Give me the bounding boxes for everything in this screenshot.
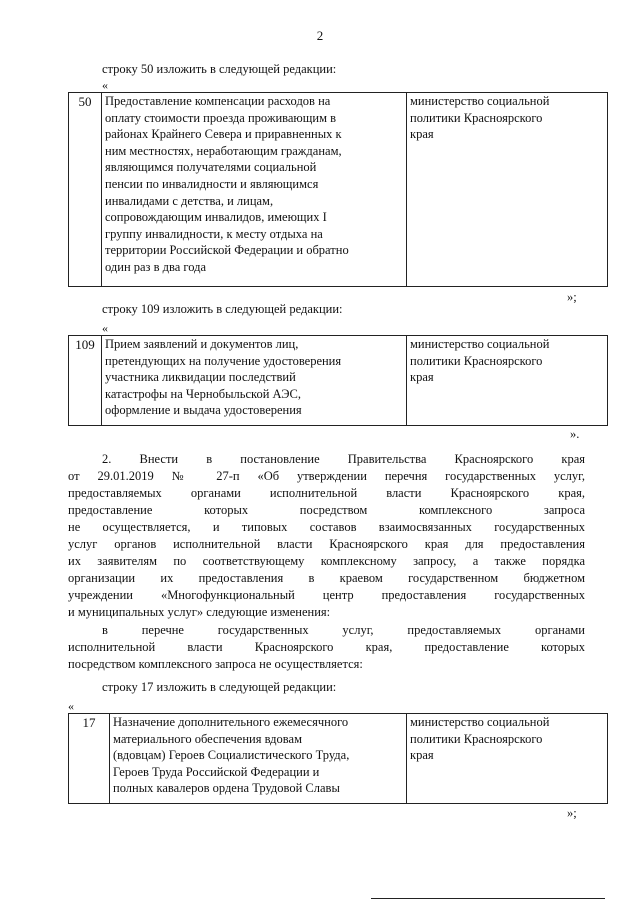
ministry-line: министерство социальной	[410, 715, 550, 729]
service-line: районах Крайнего Севера и приравненных к	[105, 127, 342, 142]
service-line: оплату стоимости проезда проживающим в	[105, 110, 337, 125]
open-quote: «	[102, 321, 108, 335]
service-line: один раз в два года	[105, 259, 207, 274]
paragraph-line: не осуществляется, и типовых составов взаимосвязанных государственных	[68, 520, 585, 534]
paragraph-line: посредством комплексного запроса не осуществляется:	[68, 657, 363, 671]
service-line: Предоставление компенсации расходов на	[105, 94, 331, 108]
paragraph-line: организации их предоставления в краевом государственном бюджетном	[68, 571, 585, 585]
ministry-cell	[407, 336, 608, 426]
paragraph-line: от 29.01.2019 № 27-п «Об утверждении перечня государственных услуг,	[68, 469, 585, 483]
amendment-intro-row-50: строку 50 изложить в следующей редакции:	[102, 62, 337, 76]
paragraph-line: 2. Внести в постановление Правительства Красноярского края	[102, 452, 585, 466]
service-line: группу инвалидности, к месту отдыха на	[105, 226, 323, 241]
page-number: 2	[316, 28, 324, 43]
row-number-cell: 109	[69, 336, 102, 426]
paragraph-line: услуг органов исполнительной власти Красноярского края для предоставления	[68, 537, 585, 551]
close-quote: »;	[567, 806, 577, 820]
bottom-divider	[371, 898, 605, 899]
ministry-line: края	[410, 127, 434, 142]
paragraph-line: исполнительной власти Красноярского края, предоставление которых	[68, 640, 585, 654]
paragraph-line: и муниципальных услуг» следующие изменения:	[68, 605, 331, 619]
table-row-17	[68, 713, 608, 804]
service-line: инвалидами с детства, и лицам,	[105, 193, 274, 208]
amendment-intro-row-109: строку 109 изложить в следующей редакции:	[102, 302, 343, 316]
service-line: претендующих на получение удостоверения	[105, 353, 342, 368]
table-row-109	[68, 335, 608, 426]
ministry-line: края	[410, 748, 434, 763]
open-quote: «	[68, 699, 74, 713]
service-name-cell	[102, 93, 407, 287]
service-line: Назначение дополнительного ежемесячного	[113, 715, 349, 729]
ministry-line: края	[410, 370, 434, 385]
ministry-line: политики Красноярского	[410, 353, 543, 368]
row-number-cell: 17	[69, 714, 110, 804]
service-line: катастрофы на Чернобыльской АЭС,	[105, 386, 301, 401]
ministry-line: министерство социальной	[410, 337, 550, 351]
open-quote: «	[102, 78, 108, 92]
service-line: Героев Труда Российской Федерации и	[113, 764, 320, 779]
ministry-cell	[407, 714, 608, 804]
paragraph-line: предоставляемых органами исполнительной власти Красноярского края,	[68, 486, 585, 500]
paragraph-3	[68, 622, 585, 673]
service-line: территории Российской Федерации и обратно	[105, 243, 349, 258]
paragraph-line: их заявителям по соответствующему комплексному запросу, а также порядка	[68, 554, 585, 568]
ministry-line: политики Красноярского	[410, 110, 543, 125]
close-quote: ».	[570, 427, 580, 441]
service-line: пенсии по инвалидности и являющимся	[105, 176, 319, 191]
service-line: (вдовцам) Героев Социалистического Труда,	[113, 748, 350, 763]
ministry-line: министерство социальной	[410, 94, 550, 108]
paragraph-line: предоставление которых посредством комплексного запроса	[68, 503, 585, 517]
service-line: оформление и выдача удостоверения	[105, 403, 302, 418]
service-line: ним местностях, неработающим гражданам,	[105, 143, 342, 158]
service-line: участника ликвидации последствий	[105, 370, 296, 385]
service-name-cell	[110, 714, 407, 804]
service-line: материального обеспечения вдовам	[113, 731, 302, 746]
row-number-cell: 50	[69, 93, 102, 287]
ministry-cell	[407, 93, 608, 287]
paragraph-line: учреждении «Многофункциональный центр предоставления государственных	[68, 588, 585, 602]
amendment-intro-row-17: строку 17 изложить в следующей редакции:	[102, 680, 337, 694]
service-name-cell	[102, 336, 407, 426]
paragraph-line: в перечне государственных услуг, предоставляемых органами	[102, 623, 585, 637]
service-line: полных кавалеров ордена Трудовой Славы	[113, 781, 340, 796]
service-line: сопровождающим инвалидов, имеющих I	[105, 210, 327, 225]
table-row-50	[68, 92, 608, 287]
service-line: являющимся получателями социальной	[105, 160, 317, 175]
ministry-line: политики Красноярского	[410, 731, 543, 746]
paragraph-2	[68, 451, 585, 621]
close-quote: »;	[567, 290, 577, 304]
service-line: Прием заявлений и документов лиц,	[105, 337, 299, 351]
